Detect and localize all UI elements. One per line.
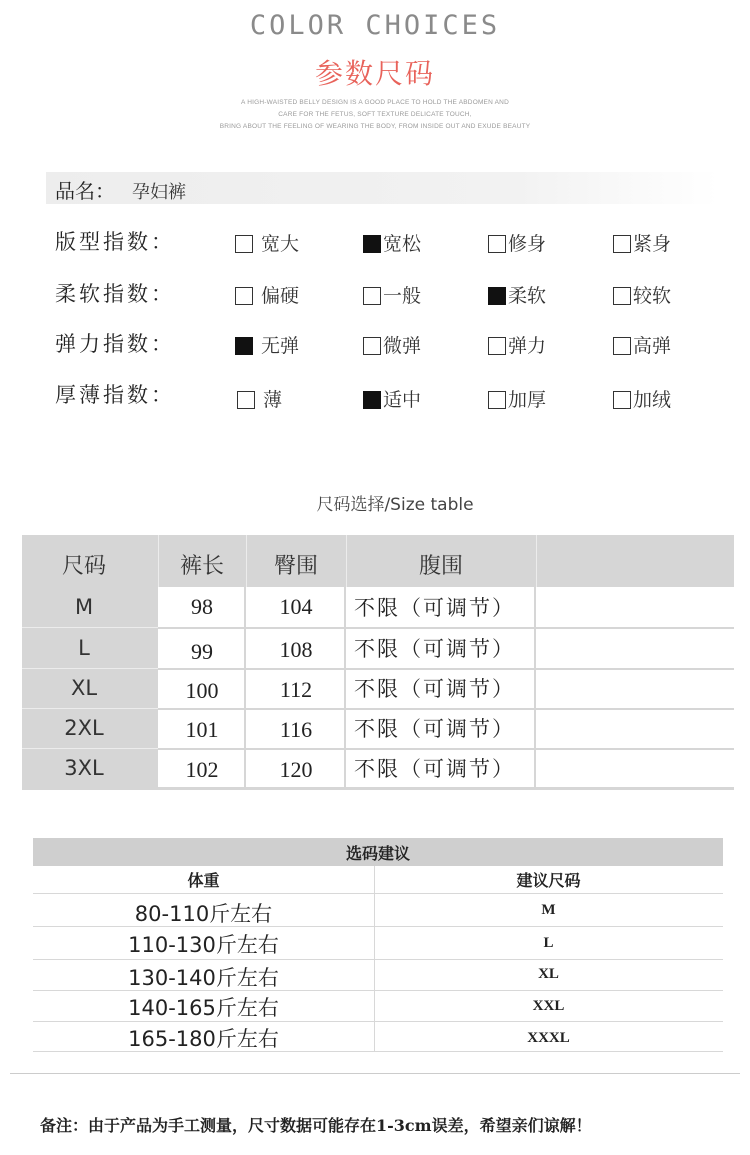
option-item [488, 385, 546, 412]
index-row-thickness [55, 379, 715, 411]
waist-value: 不限（可调节） [354, 637, 515, 661]
checkbox-checked-icon [235, 337, 253, 355]
option-label: 柔软 [508, 285, 547, 307]
checkbox-icon [613, 235, 631, 253]
option-item [613, 229, 671, 256]
hip-value: 120 [279, 757, 313, 782]
option-label: 紧身 [633, 233, 672, 255]
option-item [488, 229, 546, 256]
index-label: 弹力指数： [55, 332, 175, 356]
hip-value: 116 [279, 717, 313, 742]
column-header-waist: 腹围 [418, 553, 463, 579]
option-item [613, 385, 671, 412]
checkbox-icon [363, 337, 381, 355]
option-label: 较软 [633, 285, 672, 307]
waist-value: 不限（可调节） [354, 677, 515, 701]
length-value: 102 [185, 757, 219, 782]
length-value: 101 [185, 717, 219, 742]
option-item [235, 229, 299, 256]
option-label: 微弹 [383, 335, 422, 357]
product-name-value: 孕妇裤 [132, 182, 186, 203]
option-label: 加绒 [633, 389, 672, 411]
option-item [235, 281, 299, 308]
recommended-size: XXXL [527, 1030, 570, 1046]
checkbox-icon [613, 337, 631, 355]
index-label: 版型指数： [55, 230, 175, 254]
recommendation-title: 选码建议 [33, 838, 723, 866]
index-row-elasticity [55, 328, 715, 360]
option-item [237, 385, 282, 412]
hip-value: 112 [279, 677, 313, 702]
option-item [363, 331, 421, 358]
option-item [488, 331, 546, 358]
option-label: 弹力 [508, 335, 547, 357]
english-title: COLOR CHOICES [249, 10, 501, 41]
option-item [613, 331, 671, 358]
index-label: 柔软指数： [55, 282, 175, 306]
option-item [363, 281, 421, 308]
checkbox-icon [363, 287, 381, 305]
option-label: 适中 [383, 389, 422, 411]
description-line: A HIGH-WAISTED BELLY DESIGN IS A GOOD PLACE TO HOLD THE ABDOMEN AND [241, 99, 509, 106]
column-header-recommended-size: 建议尺码 [516, 871, 581, 890]
size-label: M [74, 595, 94, 619]
weight-range: 140-165斤左右 [128, 996, 279, 1020]
option-label: 高弹 [633, 335, 672, 357]
divider [10, 1073, 740, 1074]
description-line: CARE FOR THE FETUS, SOFT TEXTURE DELICATE TOUCH, [278, 111, 472, 118]
checkbox-icon [488, 391, 506, 409]
column-header-length: 裤长 [179, 553, 224, 579]
size-label: L [78, 636, 90, 660]
length-value: 99 [191, 639, 213, 664]
option-item [363, 229, 421, 256]
option-label: 薄 [263, 389, 283, 411]
waist-value: 不限（可调节） [354, 757, 515, 781]
chinese-title: 参数尺码 [314, 57, 435, 90]
footnote: 备注：由于产品为手工测量，尺寸数据可能存在1-3cm误差，希望亲们谅解！ [40, 1116, 592, 1135]
option-label: 宽大 [261, 233, 300, 255]
option-label: 偏硬 [261, 285, 300, 307]
column-header-size: 尺码 [61, 553, 106, 579]
size-label: 2XL [64, 716, 104, 740]
checkbox-icon [613, 287, 631, 305]
waist-value: 不限（可调节） [354, 596, 515, 620]
recommended-size: XXL [532, 998, 565, 1014]
checkbox-icon [235, 287, 253, 305]
recommended-size: M [541, 902, 556, 918]
waist-value: 不限（可调节） [354, 717, 515, 741]
recommended-size: L [543, 935, 554, 951]
option-label: 宽松 [383, 233, 422, 255]
checkbox-checked-icon [488, 287, 506, 305]
checkbox-checked-icon [363, 391, 381, 409]
description-line: BRING ABOUT THE FEELING OF WEARING THE BODY, FROM INSIDE OUT AND EXUDE BEAUTY [219, 123, 531, 130]
option-label: 修身 [508, 233, 547, 255]
index-row-fit [55, 226, 715, 258]
option-item [488, 281, 546, 308]
product-name-label: 品名： [55, 179, 115, 203]
length-value: 100 [185, 678, 219, 703]
hip-value: 108 [279, 637, 313, 662]
weight-range: 130-140斤左右 [128, 966, 279, 990]
length-value: 98 [191, 594, 213, 619]
option-label: 加厚 [508, 389, 547, 411]
size-table [22, 535, 734, 790]
weight-range: 110-130斤左右 [128, 933, 279, 957]
checkbox-icon [235, 235, 253, 253]
option-label: 无弹 [261, 335, 300, 357]
option-item [235, 331, 299, 358]
size-table-caption: 尺码选择/Size table [316, 495, 474, 515]
hip-value: 104 [279, 594, 313, 619]
checkbox-checked-icon [363, 235, 381, 253]
size-label: 3XL [64, 756, 104, 780]
option-label: 一般 [383, 285, 422, 307]
index-row-softness [55, 278, 715, 310]
size-label: XL [70, 676, 98, 700]
column-header-weight: 体重 [187, 871, 220, 890]
checkbox-icon [613, 391, 631, 409]
checkbox-icon [488, 235, 506, 253]
weight-range: 80-110斤左右 [134, 902, 273, 926]
recommended-size: XL [538, 966, 559, 982]
option-item [613, 281, 671, 308]
weight-range: 165-180斤左右 [128, 1027, 279, 1051]
column-header-hip: 臀围 [273, 553, 318, 579]
option-item [363, 385, 421, 412]
checkbox-icon [488, 337, 506, 355]
index-label: 厚薄指数： [55, 383, 175, 407]
checkbox-icon [237, 391, 255, 409]
